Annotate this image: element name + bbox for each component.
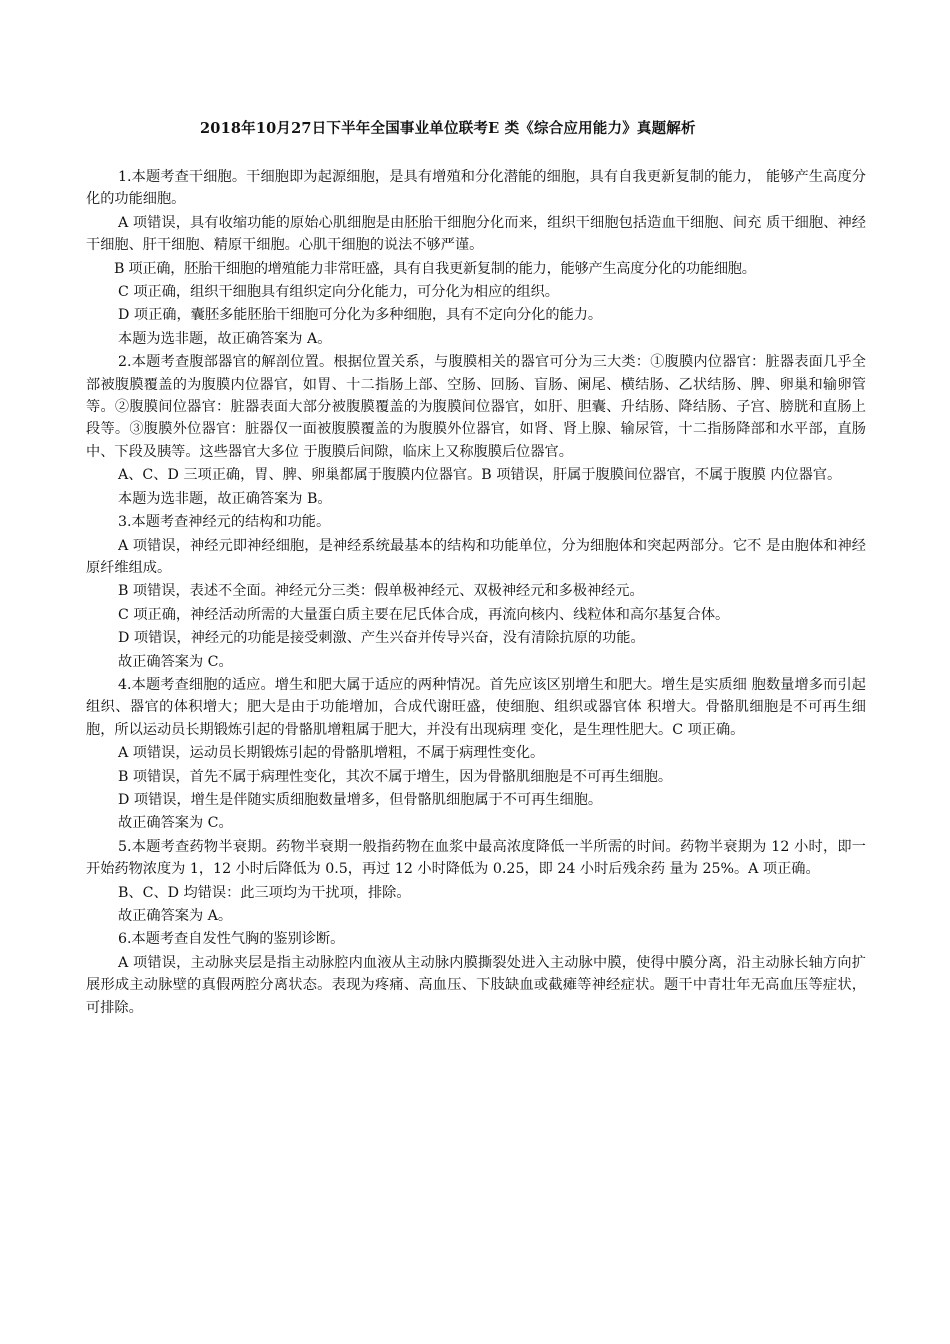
paragraph-q1-intro: 1.本题考查干细胞。干细胞即为起源细胞，是具有增殖和分化潜能的细胞，具有自我更新复制的能力， 能够产生高度分化的功能细胞。 [86, 169, 866, 208]
paragraph-q5-answer: 故正确答案为 A。 [118, 908, 233, 924]
paragraph-q6-option-a: A 项错误，主动脉夹层是指主动脉腔内血液从主动脉内膜撕裂处进入主动脉中膜，使得中膜分离，沿主动脉长轴方向扩展形成主动脉壁的真假两腔分离状态。表现为疼痛、高血压、下肢缺血或截瘫等神经症状。题干中青壮年无高血压等症状，可排除。 [86, 954, 866, 1016]
paragraph-q3-option-d: D 项错误，神经元的功能是接受刺激、产生兴奋并传导兴奋，没有清除抗原的功能。 [118, 630, 645, 647]
paragraph-q4-intro: 4.本题考查细胞的适应。增生和肥大属于适应的两种情况。首先应该区别增生和肥大。增生是实质细 胞数量增多而引起组织、器官的体积增大；肥大是由于功能增加，合成代谢旺盛，使细胞、组织或器官体 积增大。骨骼肌细胞是不可再生细胞，所以运动员长期锻炼引起的骨骼肌增粗属于肥大，并没有出现病理 变化，是生理性肥大。C 项正确。 [86, 676, 866, 738]
paragraph-q1-option-c: C 项正确，组织干细胞具有组织定向分化能力，可分化为相应的组织。 [118, 284, 559, 301]
paragraph-q3-option-c: C 项正确，神经活动所需的大量蛋白质主要在尼氏体合成，再流向核内、线粒体和高尔基复合体。 [118, 606, 730, 623]
paragraph-q6-intro: 6.本题考查自发性气胸的鉴别诊断。 [118, 931, 345, 948]
paragraph-q4-option-a: A 项错误，运动员长期锻炼引起的骨骼肌增粗，不属于病理性变化。 [118, 745, 545, 762]
paragraph-q1-option-b: B 项正确，胚胎干细胞的增殖能力非常旺盛，具有自我更新复制的能力，能够产生高度分化的功能细胞。 [114, 260, 756, 277]
document-body [86, 166, 866, 1020]
paragraph-q3-intro: 3.本题考查神经元的结构和功能。 [118, 514, 331, 531]
paragraph-q2-options: A、C、D 三项正确，胃、脾、卵巢都属于腹膜内位器官。B 项错误，肝属于腹膜间位器官，不属于腹膜 内位器官。 [118, 467, 842, 484]
paragraph-q5-intro: 5.本题考查药物半衰期。药物半衰期一般指药物在血浆中最高浓度降低一半所需的时间。药物半衰期为 12 小时，即一开始药物浓度为 1，12 小时后降低为 0.5，再过 12 小时降低为 0.25，即 24 小时后残余药 量为 25%。A 项正确。 [86, 838, 866, 878]
paragraph-q1-option-a: A 项错误，具有收缩功能的原始心肌细胞是由胚胎干细胞分化而来，组织干细胞包括造血干细胞、间充 质干细胞、神经干细胞、肝干细胞、精原干细胞。心肌干细胞的说法不够严谨。 [86, 214, 866, 254]
document-title: 2018年10月27日下半年全国事业单位联考E 类《综合应用能力》真题解析 [200, 120, 696, 137]
paragraph-q3-answer: 故正确答案为 C。 [118, 653, 233, 670]
paragraph-q2-intro: 2.本题考查腹部器官的解剖位置。根据位置关系，与腹膜相关的器官可分为三大类：①腹膜内位器官：脏器表面几乎全部被腹膜覆盖的为腹膜内位器官，如胃、十二指肠上部、空肠、回肠、盲肠、阑尾、横结肠、乙状结肠、脾、卵巢和输卵管等。②腹膜间位器官：脏器表面大部分被腹膜覆盖的为腹膜间位器官，如肝、胆囊、升结肠、降结肠、子宫、膀胱和直肠上段等。③腹膜外位器官：脏器仅一面被腹膜覆盖的为腹膜外位器官，如肾、肾上腺、输尿管，十二指肠降部和水平部，直肠中、下段及胰等。这些器官大多位 于腹膜后间隙，临床上又称腹膜后位器官。 [86, 354, 866, 460]
paragraph-q3-option-a: A 项错误，神经元即神经细胞，是神经系统最基本的结构和功能单位，分为细胞体和突起两部分。它不 是由胞体和神经原纤维组成。 [86, 537, 866, 576]
paragraph-q4-answer: 故正确答案为 C。 [118, 815, 233, 832]
paragraph-q3-option-b: B 项错误，表述不全面。神经元分三类：假单极神经元、双极神经元和多极神经元。 [118, 583, 644, 600]
paragraph-q4-option-d: D 项错误，增生是伴随实质细胞数量增多，但骨骼肌细胞属于不可再生细胞。 [118, 791, 603, 808]
paragraph-q1-option-d: D 项正确，囊胚多能胚胎干细胞可分化为多种细胞，具有不定向分化的能力。 [118, 307, 603, 324]
paragraph-q4-option-b: B 项错误，首先不属于病理性变化，其次不属于增生，因为骨骼肌细胞是不可再生细胞。 [118, 768, 673, 785]
paragraph-q2-answer: 本题为选非题，故正确答案为 B。 [118, 490, 332, 507]
paragraph-q5-options: B、C、D 均错误：此三项均为干扰项，排除。 [118, 884, 411, 901]
paragraph-q1-answer: 本题为选非题，故正确答案为 A。 [118, 330, 332, 347]
